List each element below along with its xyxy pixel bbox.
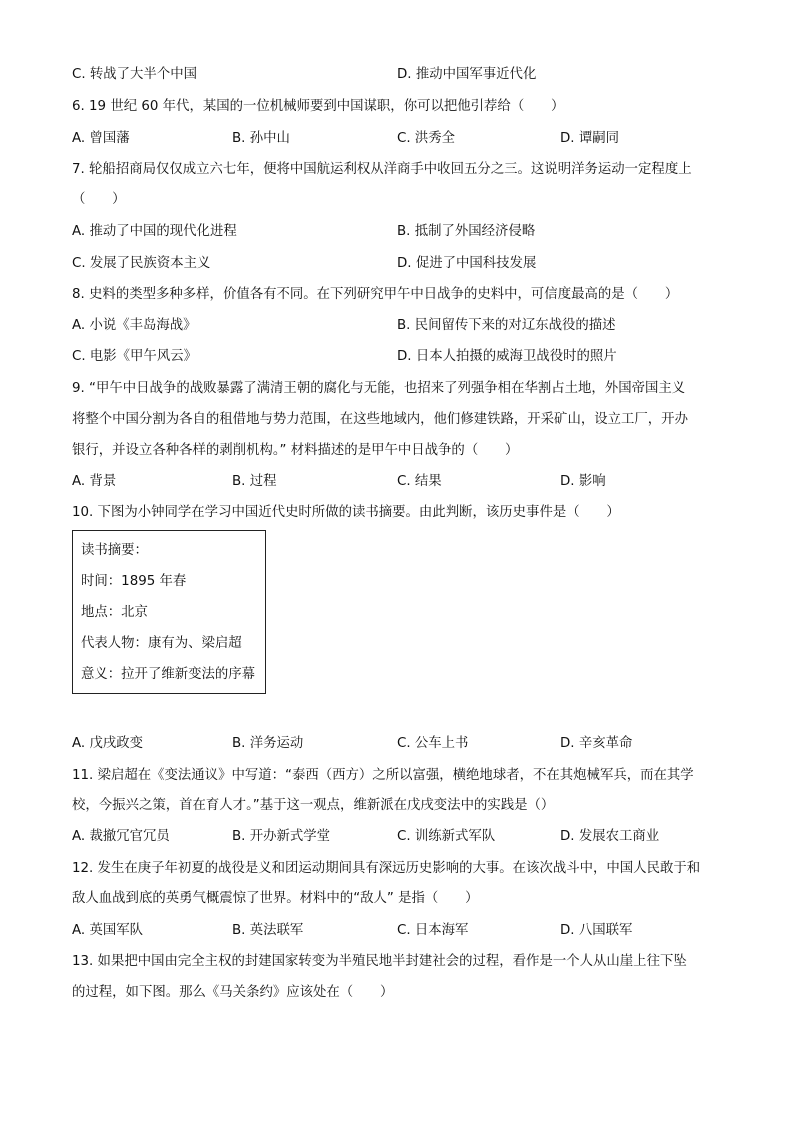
q10-option-a: A. 戊戌政变 [72,736,143,751]
q8-option-c: C. 电影《甲午风云》 [72,349,197,364]
q9-option-d: D. 影响 [560,474,606,489]
q12-stem-line-1: 12. 发生在庚子年初夏的战役是义和团运动期间具有深远历史影响的大事。在该次战斗中，中国人民敢于和 [72,861,701,876]
q10-option-c: C. 公车上书 [397,736,469,751]
summary-time: 时间：1895 年春 [81,574,187,589]
q9-stem-line-1: 9. “甲午中日战争的战败暴露了满清王朝的腐化与无能，也招来了列强争相在华割占土地，外国帝国主义 [72,381,686,396]
summary-significance: 意义：拉开了维新变法的序幕 [81,667,256,682]
summary-place: 地点：北京 [81,605,148,620]
q9-option-b: B. 过程 [232,474,277,489]
q6-option-d: D. 谭嗣同 [560,131,619,146]
q6-stem: 6. 19 世纪 60 年代，某国的一位机械师要到中国谋职，你可以把他引荐给（ ） [72,99,565,114]
q9-option-a: A. 背景 [72,474,117,489]
q7-option-c: C. 发展了民族资本主义 [72,256,211,271]
q11-option-b: B. 开办新式学堂 [232,829,331,844]
q12-stem-line-2: 敌人血战到底的英勇气概震惊了世界。材料中的“敌人” 是指（ ） [72,891,479,906]
q5-option-c: C. 转战了大半个中国 [72,67,197,82]
q11-stem-line-2: 校，今振兴之策，首在育人才。”基于这一观点，维新派在戊戌变法中的实践是（） [72,798,555,813]
q8-stem: 8. 史料的类型多种多样，价值各有不同。在下列研究甲午中日战争的史料中，可信度最高的是（ ） [72,287,679,302]
q6-option-b: B. 孙中山 [232,131,290,146]
q8-option-d: D. 日本人拍摄的威海卫战役时的照片 [397,349,617,364]
q6-option-a: A. 曾国藩 [72,131,130,146]
q11-stem-line-1: 11. 梁启超在《变法通议》中写道：“泰西（西方）之所以富强，横绝地球者，不在其炮械军兵，而在其学 [72,768,694,783]
q13-stem-line-2: 的过程，如下图。那么《马关条约》应该处在（ ） [72,985,394,1000]
summary-title: 读书摘要： [81,543,148,558]
q12-option-d: D. 八国联军 [560,923,633,938]
q10-option-d: D. 辛亥革命 [560,736,633,751]
q11-option-d: D. 发展农工商业 [560,829,660,844]
q7-option-d: D. 促进了中国科技发展 [397,256,537,271]
q7-stem-line-2: （ ） [72,192,126,207]
q12-option-b: B. 英法联军 [232,923,304,938]
q8-option-b: B. 民间留传下来的对辽东战役的描述 [397,318,616,333]
q7-stem-line-1: 7. 轮船招商局仅仅成立六七年，便将中国航运利权从洋商手中收回五分之三。这说明洋务运动一定程度上 [72,162,692,177]
q7-option-a: A. 推动了中国的现代化进程 [72,224,237,239]
q7-option-b: B. 抵制了外国经济侵略 [397,224,536,239]
q12-option-a: A. 英国军队 [72,923,143,938]
q11-option-c: C. 训练新式军队 [397,829,496,844]
q13-stem-line-1: 13. 如果把中国由完全主权的封建国家转变为半殖民地半封建社会的过程，看作是一个人从山崖上往下坠 [72,954,687,969]
q9-stem-line-2: 将整个中国分割为各自的租借地与势力范围，在这些地域内，他们修建铁路，开采矿山，设立工厂，开办 [72,412,688,427]
summary-figures: 代表人物：康有为、梁启超 [81,636,242,651]
q10-option-b: B. 洋务运动 [232,736,304,751]
q10-stem: 10. 下图为小钟同学在学习中国近代史时所做的读书摘要。由此判断，该历史事件是（ ） [72,505,620,520]
q9-option-c: C. 结果 [397,474,442,489]
q9-stem-line-3: 银行，并设立各种各样的剥削机构。” 材料描述的是甲午中日战争的（ ） [72,443,519,458]
reading-summary-box [72,530,266,694]
q12-option-c: C. 日本海军 [397,923,469,938]
q6-option-c: C. 洪秀全 [397,131,456,146]
q5-option-d: D. 推动中国军事近代化 [397,67,537,82]
q8-option-a: A. 小说《丰岛海战》 [72,318,197,333]
q11-option-a: A. 裁撤冗官冗员 [72,829,170,844]
